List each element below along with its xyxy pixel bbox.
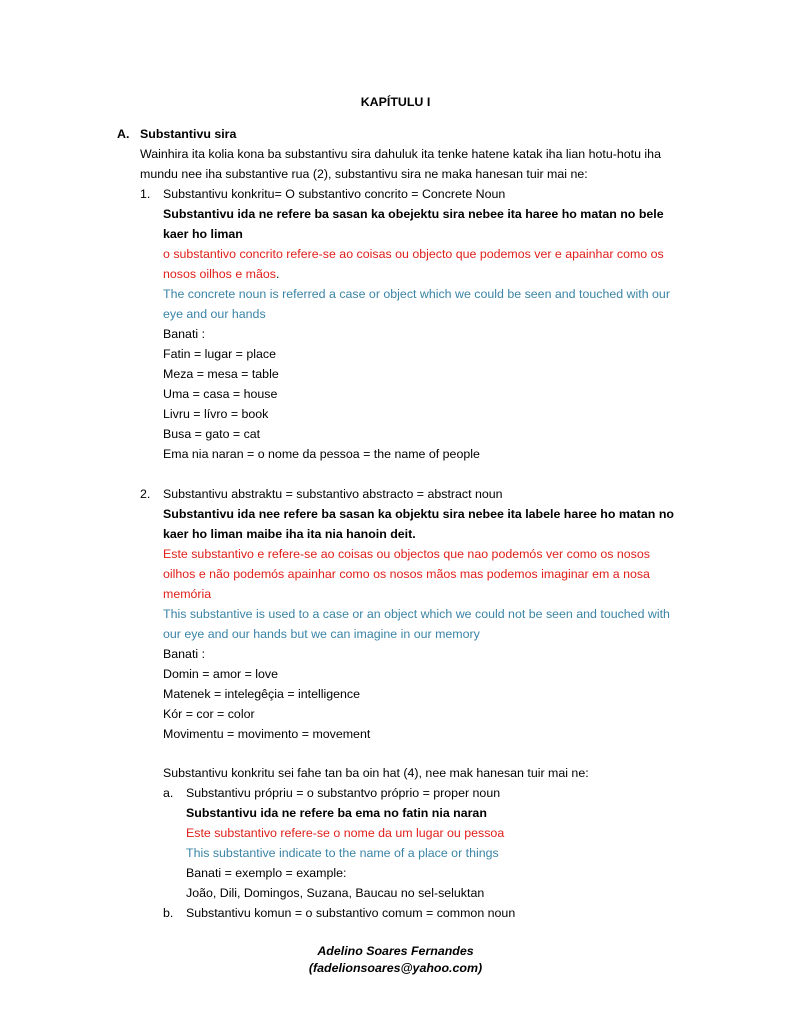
sub-a-english: This substantive indicate to the name of a place or things [186,846,499,860]
item-2-tetun-line-2: kaer ho liman maibe iha ita nia hanoin deit. [163,527,416,541]
sub-a-tetun: Substantivu ida ne refere ba ema no fatin nia naran [186,806,487,820]
sub-a-banati-label: Banati = exemplo = example: [186,866,347,880]
item-1-portuguese-line-2 [163,264,279,284]
item-2-example: Matenek = intelegêçia = intelligence [163,687,361,701]
footer-email: (fadelionsoares@yahoo.com) [308,961,483,975]
sub-a-portuguese: Este substantivo refere-se o nome da um lugar ou pessoa [186,826,505,840]
item-2-banati-label: Banati : [163,647,206,661]
item-1-tetun-line-2: kaer ho liman [163,227,243,241]
sub-a-title: Substantivu própriu = o substantvo próprio = proper noun [186,786,501,800]
item-2-english-line-2: our eye and our hands but we can imagine in our memory [163,627,480,641]
konkritu-division-text: Substantivu konkritu sei fahe tan ba oin hat (4), nee mak hanesan tuir mai ne: [163,766,589,780]
item-2-tetun-line-1: Substantivu ida nee refere ba sasan ka objektu sira nebee ita labele haree ho matan no [163,507,674,521]
section-a-intro-line-2: mundu nee iha substantive rua (2), substantivu sira ne maka hanesan tuir mai ne: [140,167,588,181]
item-2-example: Kór = cor = color [163,707,255,721]
item-1-example: Livru = lívro = book [163,407,269,421]
item-1-example: Ema nia naran = o nome da pessoa = the name of people [163,447,480,461]
chapter-title: KAPÍTULU I [360,95,431,109]
item-1-portuguese-line-1: o substantivo concrito refere-se ao coisas ou objecto que podemos ver e apainhar como os [163,247,664,261]
sub-b-marker: b. [163,906,174,920]
item-1-example: Fatin = lugar = place [163,347,276,361]
sub-a-examples: João, Dili, Domingos, Suzana, Baucau no sel-seluktan [186,886,485,900]
item-1-example: Meza = mesa = table [163,367,279,381]
sub-a-marker: a. [163,786,174,800]
item-1-title: Substantivu konkritu= O substantivo concrito = Concrete Noun [163,187,506,201]
item-1-marker: 1. [140,187,151,201]
item-2-example: Movimentu = movimento = movement [163,727,371,741]
item-2-title: Substantivu abstraktu = substantivo abstracto = abstract noun [163,487,503,501]
section-a-heading: Substantivu sira [140,127,237,141]
item-2-english-line-1: This substantive is used to a case or an object which we could not be seen and touched with [163,607,670,621]
item-1-portuguese-line-2-text: nosos oilhos e mãos [163,267,276,281]
item-1-example: Busa = gato = cat [163,427,261,441]
section-a-marker: A. [117,127,130,141]
item-2-portuguese-line-3: memória [163,587,212,601]
item-1-tetun-line-1: Substantivu ida ne refere ba sasan ka obejektu sira nebee ita haree ho matan no bele [163,207,664,221]
item-2-example: Domin = amor = love [163,667,279,681]
section-a-intro-line-1: Wainhira ita kolia kona ba substantivu sira dahuluk ita tenke hatene katak iha lian hotu-hotu iha [140,147,661,161]
item-1-banati-label: Banati : [163,327,206,341]
item-1-english-line-1: The concrete noun is referred a case or object which we could be seen and touched with our [163,287,670,301]
item-1-portuguese-line-2-period: . [275,267,280,281]
item-2-marker: 2. [140,487,151,501]
item-1-example: Uma = casa = house [163,387,278,401]
item-2-portuguese-line-1: Este substantivo e refere-se ao coisas ou objectos que nao podemós ver como os nosos [163,547,650,561]
item-1-english-line-2: eye and our hands [163,307,266,321]
item-2-portuguese-line-2: oilhos e não podemós apainhar como os nosos mãos mas podemos imaginar em a nosa [163,567,650,581]
footer-author: Adelino Soares Fernandes [317,944,474,958]
sub-b-title: Substantivu komun = o substantivo comum = common noun [186,906,516,920]
